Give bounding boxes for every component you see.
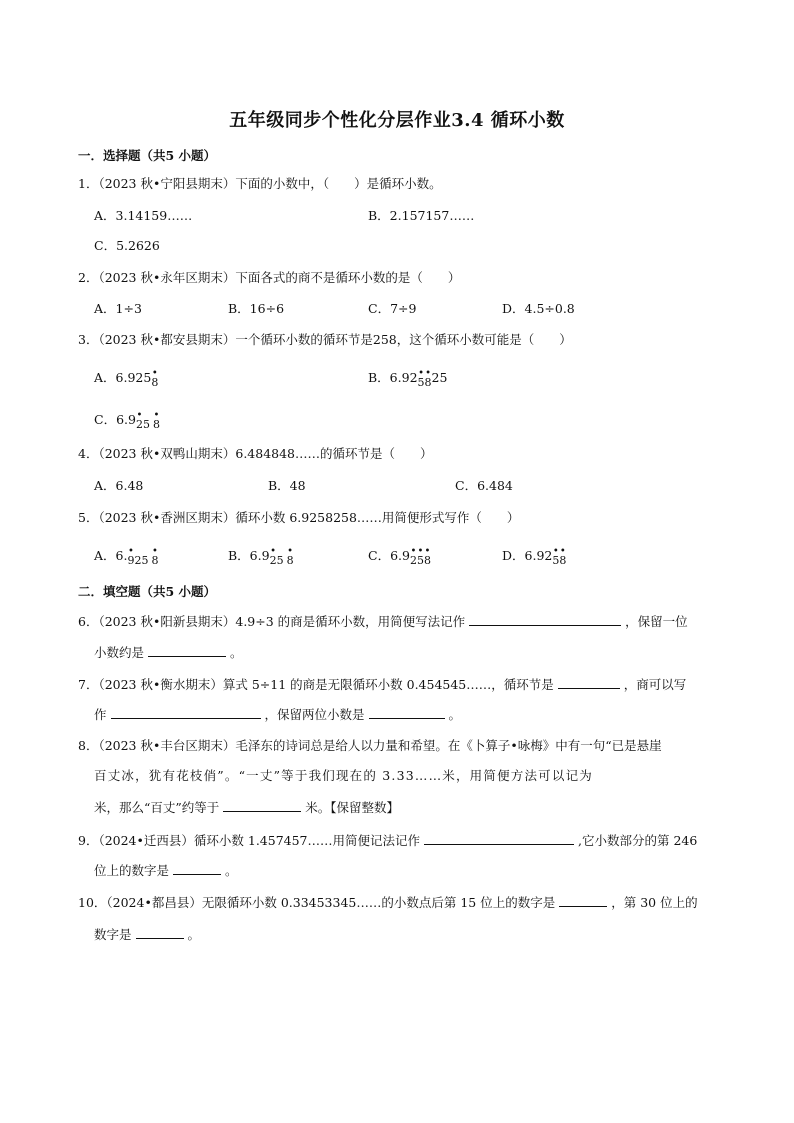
repeat-dot: • — [151, 368, 158, 379]
question-4-option-a: A．6.48 — [94, 478, 144, 493]
question-9-line-1 — [78, 832, 697, 849]
repeating-digit — [552, 546, 560, 567]
question-text: 6．（2023 秋•阳新县期末）4.9÷3 的商是循环小数，用简便写法记作 — [78, 614, 466, 629]
section-fill-heading: 二．填空题（共5 小题） — [78, 584, 217, 599]
question-text: 位上的数字是 — [94, 863, 170, 878]
repeating-digit — [417, 368, 425, 389]
question-text: 。 — [225, 863, 238, 878]
option-text: C．6.9 — [94, 412, 136, 427]
question-4-option-c: C．6.484 — [455, 478, 513, 493]
digit: 8 — [286, 554, 294, 567]
question-text: 小数约是 — [94, 645, 145, 660]
digit: 5 — [552, 554, 560, 567]
page-title: 五年级同步个性化分层作业3.4 循环小数 — [229, 110, 565, 131]
answer-blank[interactable] — [369, 706, 445, 719]
digit: 2 — [135, 418, 143, 431]
question-10-line-2 — [94, 926, 200, 943]
question-text: ，第 30 位上的 — [611, 895, 698, 910]
option-text: B．6.9 — [228, 548, 270, 563]
repeating-digit — [269, 546, 277, 567]
question-1-option-b: B．2.157157…… — [368, 208, 475, 223]
question-4-option-b: B．48 — [268, 478, 306, 493]
answer-blank[interactable] — [111, 706, 261, 719]
digit: 8 — [151, 376, 159, 389]
question-text: 。 — [187, 927, 201, 942]
question-text: 米，那么“百丈”约等于 — [94, 800, 220, 815]
digit: 2 — [409, 554, 417, 567]
repeating-digit — [416, 546, 424, 567]
option-text: D．6.92 — [502, 548, 553, 563]
question-2-option-a: A．1÷3 — [94, 301, 142, 316]
question-7-line-2 — [94, 706, 461, 723]
question-8-line-3 — [94, 799, 399, 816]
answer-blank[interactable] — [136, 926, 184, 939]
question-text: ，商可以写 — [623, 677, 687, 692]
digit: 8 — [152, 418, 160, 431]
question-1-option-c: C．5.2626 — [94, 238, 160, 253]
repeat-dot: • — [128, 546, 134, 557]
answer-blank[interactable] — [148, 644, 226, 657]
question-text: ，保留两位小数是 — [264, 707, 365, 722]
repeating-digit — [424, 368, 432, 389]
question-7-line-1 — [78, 676, 686, 693]
option-text: A．6. — [94, 548, 128, 563]
question-2-option-c: C．7÷9 — [368, 301, 417, 316]
repeat-dot: • — [152, 546, 158, 557]
digit: 2 — [269, 554, 277, 567]
question-text: 。 — [448, 707, 462, 722]
question-text: 10．（2024•都昌县）无限循环小数 0.33453345……的小数点后第 15 位上的数字是 — [78, 895, 556, 910]
repeating-digit — [152, 410, 160, 431]
repeat-dot: • — [136, 410, 143, 421]
question-3-option-b — [368, 370, 447, 388]
question-text: 9．（2024•迁西县）循环小数 1.457457……用简便记法记作 — [78, 833, 421, 848]
answer-blank[interactable] — [223, 799, 301, 812]
question-6-line-2 — [94, 644, 243, 661]
question-2-option-b: B．16÷6 — [228, 301, 285, 316]
repeating-digit — [151, 546, 159, 567]
digit: 5 — [417, 376, 425, 389]
question-4-stem: 4．（2023 秋•双鸭山期末）6.484848……的循环节是（ ） — [78, 446, 433, 461]
question-10-line-1 — [78, 894, 698, 911]
digit: 8 — [424, 376, 432, 389]
digit: 5 — [416, 554, 424, 567]
question-8-line-2: 百丈冰，犹有花枝俏”。“一丈”等于我们现在的 3.33……米，用简便方法可以记为 — [94, 768, 593, 783]
question-text: 作 — [94, 707, 107, 722]
question-6-line-1 — [78, 613, 688, 630]
question-5-option-c — [368, 548, 431, 566]
option-text: A．6.925 — [94, 370, 152, 385]
question-text: 7．（2023 秋•衡水期末）算式 5÷11 的商是无限循环小数 0.454545……，循环节是 — [78, 677, 554, 692]
question-5-stem: 5．（2023 秋•香洲区期末）循环小数 6.9258258……用简便形式写作（ ） — [78, 510, 520, 525]
repeat-dot: • — [425, 368, 431, 379]
repeat-dot: • — [424, 546, 431, 557]
question-text: 数字是 — [94, 927, 132, 942]
question-3-option-a — [94, 370, 158, 388]
question-8-line-1: 8．（2023 秋•丰台区期末）毛泽东的诗词总是给人以力量和希望。在《卜算子•咏梅》中有一句“已是悬崖 — [78, 738, 662, 753]
repeating-digit — [127, 546, 135, 567]
option-text: B．6.92 — [368, 370, 418, 385]
repeat-dot: • — [559, 546, 566, 557]
question-text: ，保留一位 — [625, 614, 688, 629]
option-text: 25 — [431, 370, 448, 385]
question-5-option-a — [94, 548, 158, 569]
digit: 8 — [559, 554, 567, 567]
question-3-stem: 3．（2023 秋•都安县期末）一个循环小数的循环节是258，这个循环小数可能是（ ） — [78, 332, 572, 347]
option-text: C．6.9 — [368, 548, 410, 563]
digit: 9 — [127, 554, 135, 567]
repeat-dot: • — [552, 546, 559, 557]
question-9-line-2 — [94, 862, 238, 879]
question-text: ,它小数部分的第 246 — [578, 833, 698, 848]
question-5-option-d — [502, 548, 566, 566]
question-5-option-b — [228, 548, 294, 569]
repeating-digit — [286, 546, 294, 567]
question-1-stem: 1．（2023 秋•宁阳县期末）下面的小数中，（ ）是循环小数。 — [78, 176, 442, 191]
digit: 8 — [423, 554, 431, 567]
repeating-digit — [559, 546, 567, 567]
repeat-dot: • — [418, 368, 424, 379]
answer-blank[interactable] — [559, 894, 607, 907]
digit: 8 — [151, 554, 159, 567]
digit: 25 — [134, 554, 149, 567]
answer-blank[interactable] — [424, 832, 574, 845]
repeating-digit — [423, 546, 431, 567]
answer-blank[interactable] — [558, 676, 620, 689]
repeating-digit — [409, 546, 417, 567]
question-text: 米。【保留整数】 — [305, 800, 400, 815]
question-text: 。 — [230, 645, 243, 660]
question-2-stem: 2．（2023 秋•永年区期末）下面各式的商不是循环小数的是（ ） — [78, 270, 461, 285]
question-3-option-c — [94, 412, 160, 433]
repeat-dot: • — [417, 546, 424, 557]
answer-blank[interactable] — [173, 862, 221, 875]
repeating-digit — [151, 368, 159, 389]
digit: 5 — [276, 554, 284, 567]
digit: 5 — [142, 418, 150, 431]
repeat-dot: • — [153, 410, 160, 421]
question-2-option-d: D．4.5÷0.8 — [502, 301, 575, 316]
repeat-dot: • — [287, 546, 294, 557]
repeat-dot: • — [410, 546, 417, 557]
section-choice-heading: 一．选择题（共5 小题） — [78, 148, 217, 163]
repeating-digit — [135, 410, 143, 431]
answer-blank[interactable] — [469, 613, 621, 626]
question-1-option-a: A．3.14159…… — [94, 208, 193, 223]
repeat-dot: • — [270, 546, 277, 557]
